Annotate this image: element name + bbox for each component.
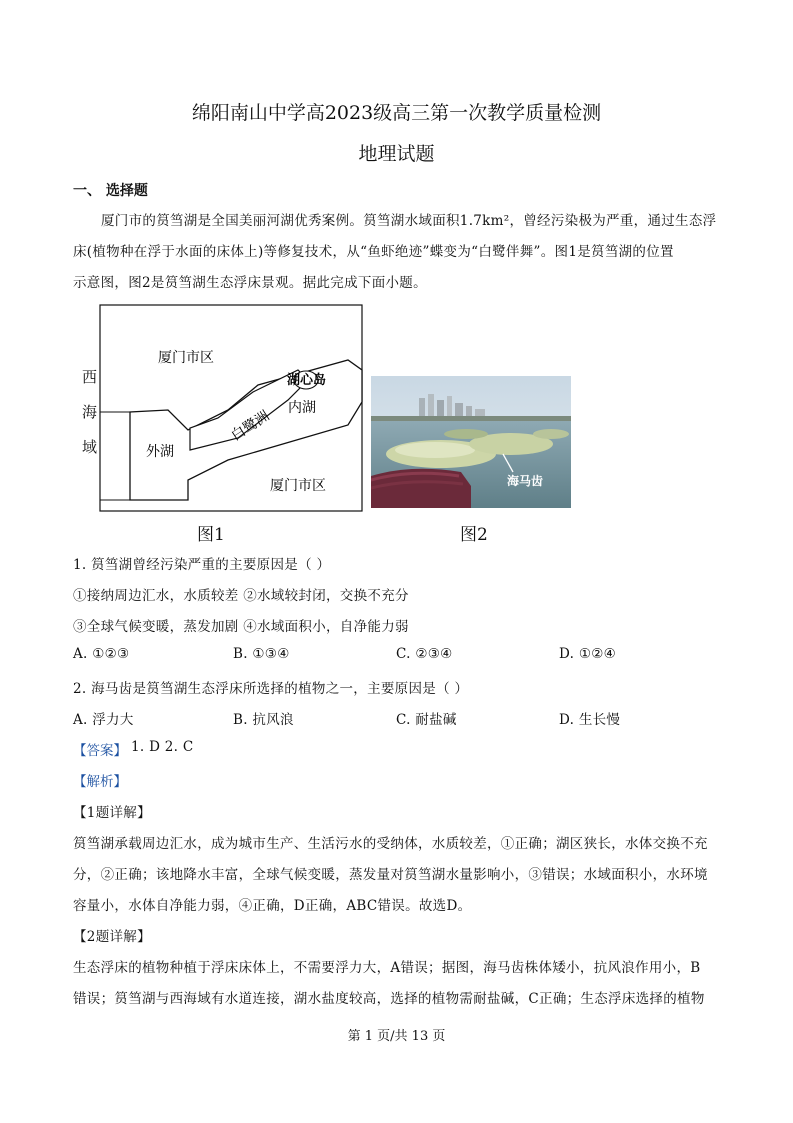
question-2-stem: 2. 海马齿是筼筜湖生态浮床所选择的植物之一，主要原因是（ ） — [73, 681, 469, 697]
question-1-option-b: B. ①③④ — [233, 646, 290, 662]
figure1-map — [78, 300, 368, 516]
section-title: 一、 选择题 — [73, 183, 148, 199]
map-label-outer-lake: 外湖 — [146, 444, 174, 460]
intro-line: 床(植物种在浮于水面的床体上)等修复技术，从“鱼虾绝迹”蝶变为“白鹭伴舞”。图1是筼筜湖的位置 — [73, 244, 674, 260]
map-label-city-top: 厦门市区 — [158, 350, 214, 366]
intro-line: 厦门市的筼筜湖是全国美丽河湖优秀案例。筼筜湖水域面积1.7km²，曾经污染极为严重，通过生态浮 — [101, 213, 717, 229]
question-2-option-d: D. 生长慢 — [559, 712, 621, 728]
map-label-island: 湖心岛 — [287, 373, 327, 388]
figure2-caption: 图2 — [460, 525, 488, 545]
map-label-west-sea: 海 — [82, 403, 98, 421]
detail-1-label: 【1题详解】 — [73, 805, 151, 821]
detail-1-line: 容量小，水体自净能力弱，④正确，D正确，ABC错误。故选D。 — [73, 898, 472, 914]
detail-2-line: 生态浮床的植物种植于浮床床体上，不需要浮力大，A错误；据图，海马齿株体矮小，抗风浪作用小，B — [73, 960, 701, 976]
detail-2-line: 错误；筼筜湖与西海域有水道连接，湖水盐度较高，选择的植物需耐盐碱，C正确；生态浮床选择的植物 — [73, 991, 705, 1007]
question-2-option-a: A. 浮力大 — [73, 712, 134, 728]
question-1-option-d: D. ①②④ — [559, 646, 617, 662]
map-label-inner-lake: 内湖 — [288, 400, 316, 416]
question-1-option-c: C. ②③④ — [396, 646, 453, 662]
analysis-label: 【解析】 — [73, 774, 127, 790]
detail-2-label: 【2题详解】 — [73, 929, 151, 945]
question-2-option-b: B. 抗风浪 — [233, 712, 294, 728]
figure2-photo — [371, 376, 571, 508]
map-label-west-sea: 西 — [82, 368, 98, 386]
detail-1-line: 分，②正确；该地降水丰富，全球气候变暖，蒸发量对筼筜湖水量影响小，③错误；水域面积小，水环境 — [73, 867, 708, 883]
page-footer: 第 1 页/共 13 页 — [347, 1029, 446, 1044]
question-1-option-a: A. ①②③ — [73, 646, 130, 662]
question-1-stem: 1. 筼筜湖曾经污染严重的主要原因是（ ） — [73, 557, 331, 573]
question-1-statement: ③全球气候变暖，蒸发加剧 ④水域面积小，自净能力弱 — [73, 619, 409, 635]
question-1-statement: ①接纳周边汇水，水质较差 ②水域较封闭，交换不充分 — [73, 588, 409, 604]
detail-1-line: 筼筜湖承载周边汇水，成为城市生产、生活污水的受纳体，水质较差，①正确；湖区狭长，水体交换不充 — [73, 836, 708, 852]
photo-label-plant: 海马齿 — [507, 474, 544, 488]
figure1-caption: 图1 — [197, 525, 225, 545]
question-2-option-c: C. 耐盐碱 — [396, 712, 457, 728]
page-title: 绵阳南山中学高2023级高三第一次教学质量检测 — [191, 102, 602, 124]
intro-line: 示意图，图2是筼筜湖生态浮床景观。据此完成下面小题。 — [73, 275, 427, 291]
map-label-city-bottom: 厦门市区 — [270, 478, 326, 494]
answer-text: 1. D 2. C — [131, 739, 194, 755]
answer-label: 【答案】 — [73, 743, 127, 759]
map-label-west-sea: 域 — [82, 438, 98, 456]
page-subtitle: 地理试题 — [358, 143, 435, 165]
map-label-egret: 白鹭洲 — [228, 408, 273, 445]
